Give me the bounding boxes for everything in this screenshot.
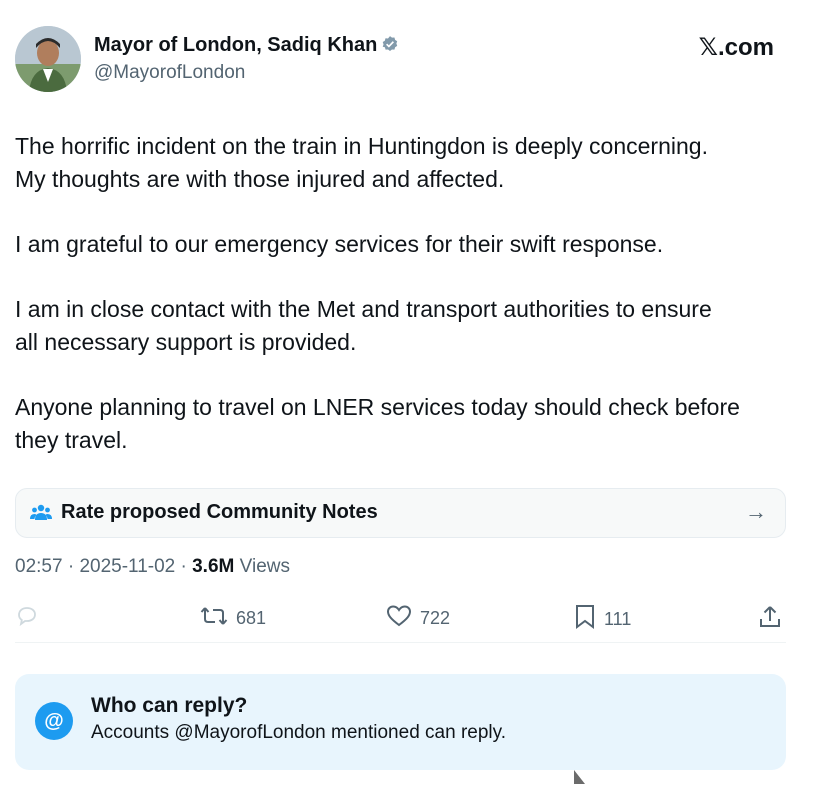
tweet-line: I am in close contact with the Met and transport authorities to ensure — [15, 296, 712, 322]
like-button[interactable] — [386, 604, 450, 633]
retweet-count: 681 — [236, 608, 267, 628]
tweet-line: I am grateful to our emergency services for their swift response. — [15, 231, 664, 257]
share-icon — [758, 604, 782, 635]
author-name-text[interactable]: Mayor of London, Sadiq Khan — [94, 34, 378, 56]
tweet-paragraph-3 — [15, 293, 805, 359]
tweet-paragraph-2 — [15, 228, 805, 261]
people-icon — [30, 503, 52, 526]
like-count: 722 — [420, 608, 451, 628]
reply-button[interactable] — [15, 604, 39, 633]
heart-icon — [386, 604, 412, 633]
site-label: 𝕏.com — [698, 34, 774, 61]
tweet-paragraph-4 — [15, 391, 805, 457]
community-notes-button[interactable] — [15, 488, 786, 538]
tweet-paragraph-1 — [15, 130, 805, 196]
reply-icon — [15, 604, 39, 633]
who-can-reply-box — [15, 674, 786, 770]
community-notes-label: Rate proposed Community Notes — [61, 501, 378, 523]
author-name[interactable] — [94, 34, 399, 59]
tweet-time[interactable]: 02:57 — [15, 556, 63, 577]
share-button[interactable] — [758, 604, 782, 635]
who-can-reply-title: Who can reply? — [91, 694, 248, 717]
retweet-icon — [200, 604, 228, 633]
views-label: Views — [239, 556, 290, 577]
verified-badge-icon — [381, 35, 399, 59]
arrow-right-icon: → — [745, 499, 767, 524]
bookmark-button[interactable] — [574, 604, 631, 635]
author-handle[interactable]: @MayorofLondon — [94, 62, 246, 83]
tweet-line: Anyone planning to travel on LNER services today should check before — [15, 394, 740, 420]
at-sign-icon: @ — [35, 702, 73, 740]
who-can-reply-description: Accounts @MayorofLondon mentioned can reply. — [91, 722, 507, 743]
tweet-line: My thoughts are with those injured and affected. — [15, 166, 505, 192]
avatar[interactable] — [15, 26, 81, 92]
views-count: 3.6M — [192, 556, 235, 577]
tweet-line: all necessary support is provided. — [15, 329, 357, 355]
bookmark-icon — [574, 604, 596, 635]
tweet-line: The horrific incident on the train in Huntingdon is deeply concerning. — [15, 133, 708, 159]
bookmark-count: 111 — [604, 609, 632, 629]
tweet-meta: 02:57 · 2025-11-02 · 3.6M Views — [15, 556, 290, 577]
divider — [15, 642, 786, 643]
retweet-button[interactable] — [200, 604, 266, 633]
tweet-date[interactable]: 2025-11-02 — [79, 556, 176, 577]
mouse-cursor-icon — [572, 770, 588, 789]
tweet-line: they travel. — [15, 427, 128, 453]
